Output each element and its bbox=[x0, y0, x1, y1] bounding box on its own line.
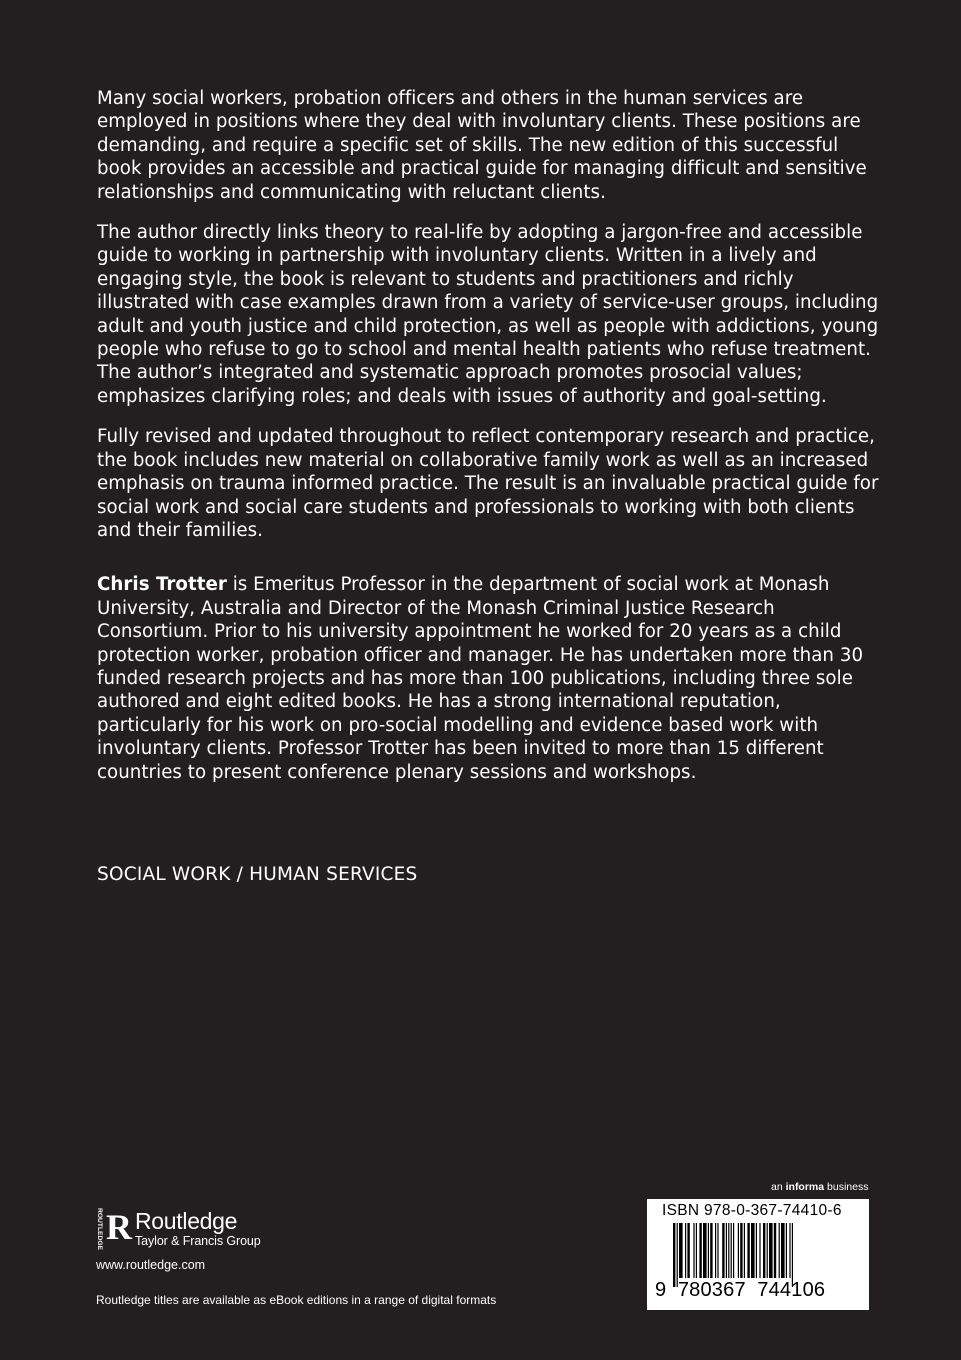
publisher-website: www.routledge.com bbox=[96, 1258, 206, 1272]
barcode-bar bbox=[693, 1223, 694, 1278]
barcode-bar bbox=[756, 1223, 757, 1278]
author-name: Chris Trotter bbox=[97, 574, 227, 596]
barcode-bar bbox=[685, 1223, 686, 1278]
blurb-paragraph-2: The author directly links theory to real-life by adopting a jargon-free and accessible guide to working in partnership with involuntary clients. Written in a lively and engaging style, the book is relevant to students and practitioners and richly illustrated with case examples drawn from a variety of service-user groups, including adult and youth justice and child protection, as well as people with addictions, young people who refuse to go to school and mental health patients who refuse treatment. The author’s integrated and systematic approach promotes prosocial values; emphasizes clarifying roles; and deals with issues of authority and goal-setting. bbox=[97, 222, 879, 407]
informa-suffix: business bbox=[824, 1181, 869, 1193]
publisher-logo bbox=[95, 1205, 355, 1255]
barcode-bar bbox=[786, 1223, 787, 1278]
isbn-label: ISBN 978-0-367-74410-6 bbox=[662, 1202, 842, 1219]
informa-brand: informa bbox=[785, 1181, 825, 1193]
blurb-paragraph-1: Many social workers, probation officers and others in the human services are employed in positions where they deal with involuntary clients. These positions are demanding, and require a specific set of skills. The new edition of this successful book provides an accessible and practical guide for managing difficult and sensitive relationships and communicating with reluctant clients. bbox=[97, 88, 867, 203]
barcode-bar bbox=[677, 1223, 678, 1287]
back-cover-blurb bbox=[97, 87, 887, 801]
barcode-bar bbox=[740, 1223, 742, 1278]
author-bio bbox=[97, 573, 887, 784]
barcode-bar bbox=[699, 1223, 701, 1278]
barcode-bar bbox=[779, 1223, 780, 1278]
isbn-barcode bbox=[647, 1199, 869, 1310]
routledge-r-glyph: R bbox=[106, 1207, 132, 1247]
informa-business-tag bbox=[771, 1181, 868, 1193]
barcode-bar bbox=[717, 1223, 718, 1278]
barcode-bar bbox=[722, 1223, 724, 1278]
barcode-bar bbox=[769, 1223, 773, 1278]
barcode-bar bbox=[731, 1223, 732, 1278]
barcode-bar bbox=[747, 1223, 749, 1278]
barcode-bar bbox=[759, 1223, 760, 1278]
barcode-bar bbox=[789, 1223, 790, 1278]
publisher-group: Taylor & Francis Group bbox=[135, 1234, 261, 1248]
author-bio-text: is Emeritus Professor in the department of social work at Monash University, Australia and Director of the Monash Criminal Justice Research Consortium. Prior to his university appointment he worked for 20 years as a child protection worker, probation officer and manager. He has undertaken more than 30 funded research projects and has more than 100 publications, including three sole authored and eight edited books. He has a strong international reputation, particularly for his work on pro-social modelling and evidence based work with involuntary clients. Professor Trotter has been invited to more than 15 different countries to present conference plenary sessions and workshops. bbox=[97, 574, 864, 783]
routledge-vertical-mark: ROUTLEDGE bbox=[96, 1208, 103, 1249]
barcode-bar bbox=[710, 1223, 712, 1278]
barcode-bar bbox=[781, 1223, 785, 1278]
blurb-paragraph-3: Fully revised and updated throughout to reflect contemporary research and practice, the book includes new material on collaborative family work as well as an increased emphasis on trauma informed practice. The result is an invaluable practical guide for social work and social care students and professionals to working with both clients and their families. bbox=[97, 426, 879, 541]
barcode-bar bbox=[708, 1223, 709, 1278]
barcode-bar bbox=[673, 1223, 675, 1287]
publisher-name: Routledge bbox=[135, 1208, 238, 1234]
barcode-bar bbox=[774, 1223, 776, 1278]
barcode-bar bbox=[792, 1223, 793, 1287]
barcode-bar bbox=[733, 1223, 734, 1278]
routledge-logo-icon bbox=[95, 1205, 133, 1255]
informa-prefix: an bbox=[771, 1181, 786, 1193]
barcode-bar bbox=[744, 1223, 745, 1278]
subject-category: SOCIAL WORK / HUMAN SERVICES bbox=[97, 864, 418, 885]
barcode-bar bbox=[715, 1223, 716, 1278]
barcode-bar bbox=[767, 1223, 768, 1278]
barcode-bar bbox=[696, 1223, 697, 1278]
ebook-note: Routledge titles are available as eBook editions in a range of digital formats bbox=[96, 1293, 497, 1307]
barcode-bar bbox=[703, 1223, 707, 1278]
barcode-bar bbox=[728, 1223, 729, 1278]
barcode-bar bbox=[687, 1223, 689, 1278]
barcode-digits: 9 780367 744106 bbox=[655, 1279, 826, 1301]
barcode-bar bbox=[738, 1223, 739, 1278]
barcode-bar bbox=[751, 1223, 755, 1278]
barcode-bar bbox=[679, 1223, 683, 1278]
barcode-bar bbox=[763, 1223, 765, 1278]
barcode-bar bbox=[726, 1223, 727, 1278]
